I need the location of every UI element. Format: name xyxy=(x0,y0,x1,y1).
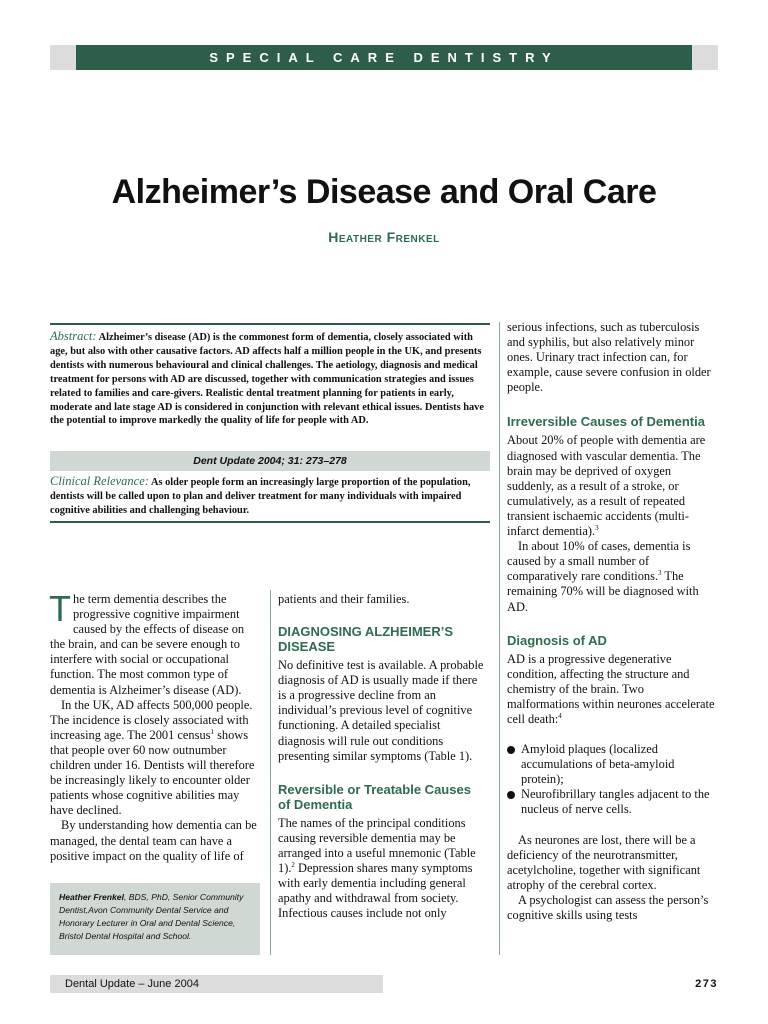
paragraph: No definitive test is available. A probable diagnosis of AD is usually made if there is a progressive decline from an individual’s previous level of cognitive functioning. A detailed specialist diagnosis will rule out conditions presenting similar symptoms (Table 1). xyxy=(278,658,484,763)
paragraph: In the UK, AD affects 500,000 people. The incidence is closely associated with increasing age. The 2001 census$^1$ shows that people over 60 now outnumber children under 16. Dentists will therefore be increasingly likely to encounter older patients whose cognitive abilities may have declined. xyxy=(50,697,255,818)
column-3 xyxy=(507,320,719,923)
abstract-bottom-rule xyxy=(50,521,490,523)
reference-marker: 4 xyxy=(558,711,562,720)
subheading-reversible-causes: Reversible or Treatable Causes of Dementia xyxy=(278,781,471,812)
bullet-icon xyxy=(507,791,515,799)
abstract xyxy=(50,330,490,428)
bullet-item: Amyloid plaques (localized accumulations of beta-amyloid protein); xyxy=(507,742,719,787)
bullet-icon xyxy=(507,746,515,754)
column-1 xyxy=(49,588,262,864)
paragraph: A psychologist can assess the person’s cognitive skills using tests xyxy=(507,892,709,922)
column-divider-2 xyxy=(499,322,500,955)
reference-marker: 1 xyxy=(210,727,214,736)
paragraph: serious infections, such as tuberculosis and syphilis, but also relatively minor ones. Urinary tract infection can, for example, cause severe confusion in older people. xyxy=(507,320,711,395)
clinical-text: As older people form an increasingly large proportion of the population, dentists will be called upon to plan and deliver treatment for many individuals with impaired cognitive abilities and challenging behaviour. xyxy=(50,477,471,516)
intro-paragraph: The term dementia describes the progressive cognitive impairment caused by the effects of disease on the brain, and can be severe enough to interfere with social or occupational function. The most common type of dementia is Alzheimer’s disease (AD). xyxy=(49,588,245,697)
paragraph: The names of the principal conditions causing reversible dementia may be arranged into a useful mnemonic (Table 1).$^2$ Depression shares many symptoms with early dementia including general apathy and withdrawal from society. Infectious causes include not only xyxy=(278,815,476,921)
clinical-relevance xyxy=(50,475,490,518)
paragraph: About 20% of people with dementia are diagnosed with vascular dementia. The brain may be deprived of oxygen suddenly, as a result of a stroke, or cumulatively, as a result of repeated transient ischaemic accidents (multi-infarct dementia).$^3$ xyxy=(507,433,706,539)
clinical-label: Clinical Relevance: xyxy=(50,474,149,488)
reference-marker: 3 xyxy=(595,523,599,532)
column-2 xyxy=(278,592,486,921)
paragraph: By understanding how dementia can be managed, the dental team can have a positive impact on the quality of life of xyxy=(50,818,257,863)
abstract-label: Abstract: xyxy=(50,329,97,343)
paragraph: patients and their families. xyxy=(278,592,410,606)
author-bio xyxy=(50,883,260,955)
bullet-item: Neurofibrillary tangles adjacent to the nucleus of nerve cells. xyxy=(507,787,719,817)
paragraph: In about 10% of cases, dementia is caused by a small number of comparatively rare conditions.$^3$ The remaining 70% will be diagnosed with AD. xyxy=(507,539,699,614)
abstract-top-rule xyxy=(50,323,490,325)
drop-cap: T xyxy=(49,588,71,629)
column-divider-1 xyxy=(270,590,271,955)
subheading-irreversible-causes: Irreversible Causes of Dementia xyxy=(507,414,705,430)
reference-marker: 3 xyxy=(658,569,662,578)
footer-journal: Dental Update – June 2004 xyxy=(50,975,383,993)
section-heading-diagnosing: DIAGNOSING ALZHEIMER’S DISEASE xyxy=(278,624,454,655)
article-title: Alzheimer’s Disease and Oral Care xyxy=(111,173,657,211)
page-number: 273 xyxy=(695,978,718,990)
paragraph: AD is a progressive degenerative condition, affecting the structure and chemistry of the brain. Two malformations within neurones accelerate cell death:$^4$ xyxy=(507,651,715,726)
paragraph: As neurones are lost, there will be a deficiency of the neurotransmitter, acetylcholine, together with significant atrophy of the cerebral cortex. xyxy=(507,832,701,892)
section-banner xyxy=(50,45,718,70)
reference-marker: 2 xyxy=(291,860,295,869)
bio-name: Heather Frenkel xyxy=(59,892,124,902)
abstract-text: Alzheimer’s disease (AD) is the commonest form of dementia, closely associated with age, but also with other causative factors. AD affects half a million people in the UK, and presents dentists with numerous behavioural and clinical challenges. The aetiology, diagnosis and medical treatment for persons with AD are discussed, together with communication strategies and issues related to families and care-givers. Realistic dental treatment planning for patients in early, moderate and late stage AD is considered in conjunction with relevant ethical issues. Dentists have the potential to improve markedly the quality of life for people with AD. xyxy=(50,332,484,427)
bio-text: , BDS, PhD, Senior Community Dentist,Avon Community Dental Service and Honorary Lecturer in Oral and Dental Science, Bristol Dental Hospital and School. xyxy=(59,892,244,941)
article-author: Heather Frenkel xyxy=(328,229,440,245)
citation-bar: Dent Update 2004; 31: 273–278 xyxy=(50,451,490,471)
section-title: SPECIAL CARE DENTISTRY xyxy=(76,45,692,70)
subheading-diagnosis-of-ad: Diagnosis of AD xyxy=(507,632,607,648)
